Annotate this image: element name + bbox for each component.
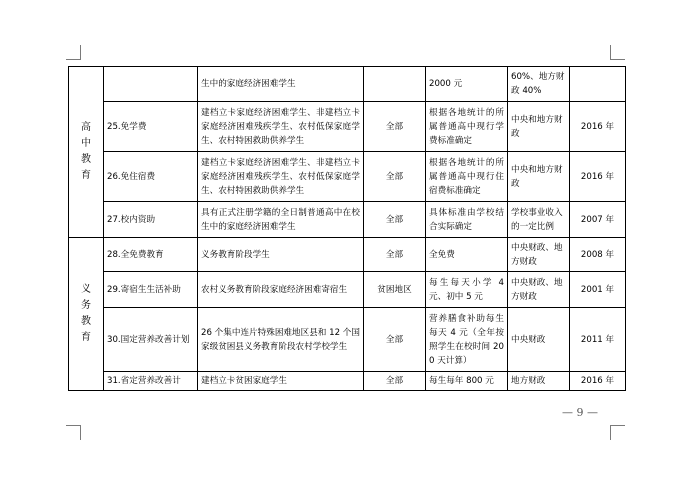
funding-cell: 60%、地方财政 40% bbox=[508, 67, 570, 102]
table-row bbox=[69, 272, 626, 308]
standard-cell: 2000 元 bbox=[426, 67, 508, 102]
year-cell: 2008 年 bbox=[570, 238, 626, 272]
year-cell: 2001 年 bbox=[570, 272, 626, 308]
standard-cell: 每生每年 800 元 bbox=[426, 372, 508, 391]
category-cell-compulsory: 义 务 教 育 bbox=[69, 238, 104, 391]
funding-cell: 中央财政、地方财政 bbox=[508, 272, 570, 308]
item-cell bbox=[104, 67, 198, 102]
funding-table bbox=[68, 66, 626, 391]
year-cell: 2016 年 bbox=[570, 102, 626, 152]
item-cell: 26.免住宿费 bbox=[104, 152, 198, 202]
table-row bbox=[69, 152, 626, 202]
target-cell: 建档立卡家庭经济困难学生、非建档立卡家庭经济困难残疾学生、农村低保家庭学生、农村特困救助供养学生 bbox=[198, 102, 364, 152]
scope-cell: 全部 bbox=[364, 238, 426, 272]
item-cell: 25.免学费 bbox=[104, 102, 198, 152]
scope-cell: 贫困地区 bbox=[364, 272, 426, 308]
funding-cell: 中央和地方财政 bbox=[508, 152, 570, 202]
scope-cell bbox=[364, 67, 426, 102]
funding-cell: 中央和地方财政 bbox=[508, 102, 570, 152]
scope-cell: 全部 bbox=[364, 308, 426, 372]
table-row bbox=[69, 102, 626, 152]
scope-cell: 全部 bbox=[364, 152, 426, 202]
item-cell: 27.校内资助 bbox=[104, 202, 198, 238]
table-row bbox=[69, 308, 626, 372]
standard-cell: 具体标准由学校结合实际确定 bbox=[426, 202, 508, 238]
table-row bbox=[69, 372, 626, 391]
standard-cell: 营养膳食补助每生每天 4 元（全年按照学生在校时间 200 天计算） bbox=[426, 308, 508, 372]
target-cell: 26 个集中连片特殊困难地区县和 12 个国家级贫困县义务教育阶段农村学校学生 bbox=[198, 308, 364, 372]
item-cell: 28.全免费教育 bbox=[104, 238, 198, 272]
item-cell: 30.国定营养改善计划 bbox=[104, 308, 198, 372]
target-cell: 建档立卡家庭经济困难学生、非建档立卡家庭经济困难残疾学生、农村低保家庭学生、农村特困救助供养学生 bbox=[198, 152, 364, 202]
funding-cell: 学校事业收入的一定比例 bbox=[508, 202, 570, 238]
page-number: — 9 — bbox=[562, 406, 598, 419]
target-cell: 义务教育阶段学生 bbox=[198, 238, 364, 272]
crop-mark-top-left bbox=[66, 45, 81, 60]
standard-cell: 根据各地统计的所属普通高中现行学费标准确定 bbox=[426, 102, 508, 152]
crop-mark-bottom-left bbox=[66, 425, 81, 440]
standard-cell: 每生每天小学 4 元、初中 5 元 bbox=[426, 272, 508, 308]
standard-cell: 全免费 bbox=[426, 238, 508, 272]
crop-mark-bottom-right bbox=[610, 425, 625, 440]
year-cell: 2007 年 bbox=[570, 202, 626, 238]
table-row bbox=[69, 67, 626, 102]
scope-cell: 全部 bbox=[364, 372, 426, 391]
year-cell: 2016 年 bbox=[570, 152, 626, 202]
item-cell: 29.寄宿生生活补助 bbox=[104, 272, 198, 308]
funding-cell: 中央财政 bbox=[508, 308, 570, 372]
target-cell: 具有正式注册学籍的全日制普通高中在校生中的家庭经济困难学生 bbox=[198, 202, 364, 238]
standard-cell: 根据各地统计的所属普通高中现行住宿费标准确定 bbox=[426, 152, 508, 202]
funding-cell: 中央财政、地方财政 bbox=[508, 238, 570, 272]
year-cell bbox=[570, 67, 626, 102]
year-cell: 2016 年 bbox=[570, 372, 626, 391]
target-cell: 农村义务教育阶段家庭经济困难寄宿生 bbox=[198, 272, 364, 308]
scope-cell: 全部 bbox=[364, 202, 426, 238]
funding-cell: 地方财政 bbox=[508, 372, 570, 391]
scope-cell: 全部 bbox=[364, 102, 426, 152]
target-cell: 生中的家庭经济困难学生 bbox=[198, 67, 364, 102]
item-cell: 31.省定营养改善计 bbox=[104, 372, 198, 391]
category-cell-high-school: 高 中 教 育 bbox=[69, 67, 104, 238]
table-row bbox=[69, 238, 626, 272]
table-row bbox=[69, 202, 626, 238]
crop-mark-top-right bbox=[610, 45, 625, 60]
year-cell: 2011 年 bbox=[570, 308, 626, 372]
target-cell: 建档立卡贫困家庭学生 bbox=[198, 372, 364, 391]
